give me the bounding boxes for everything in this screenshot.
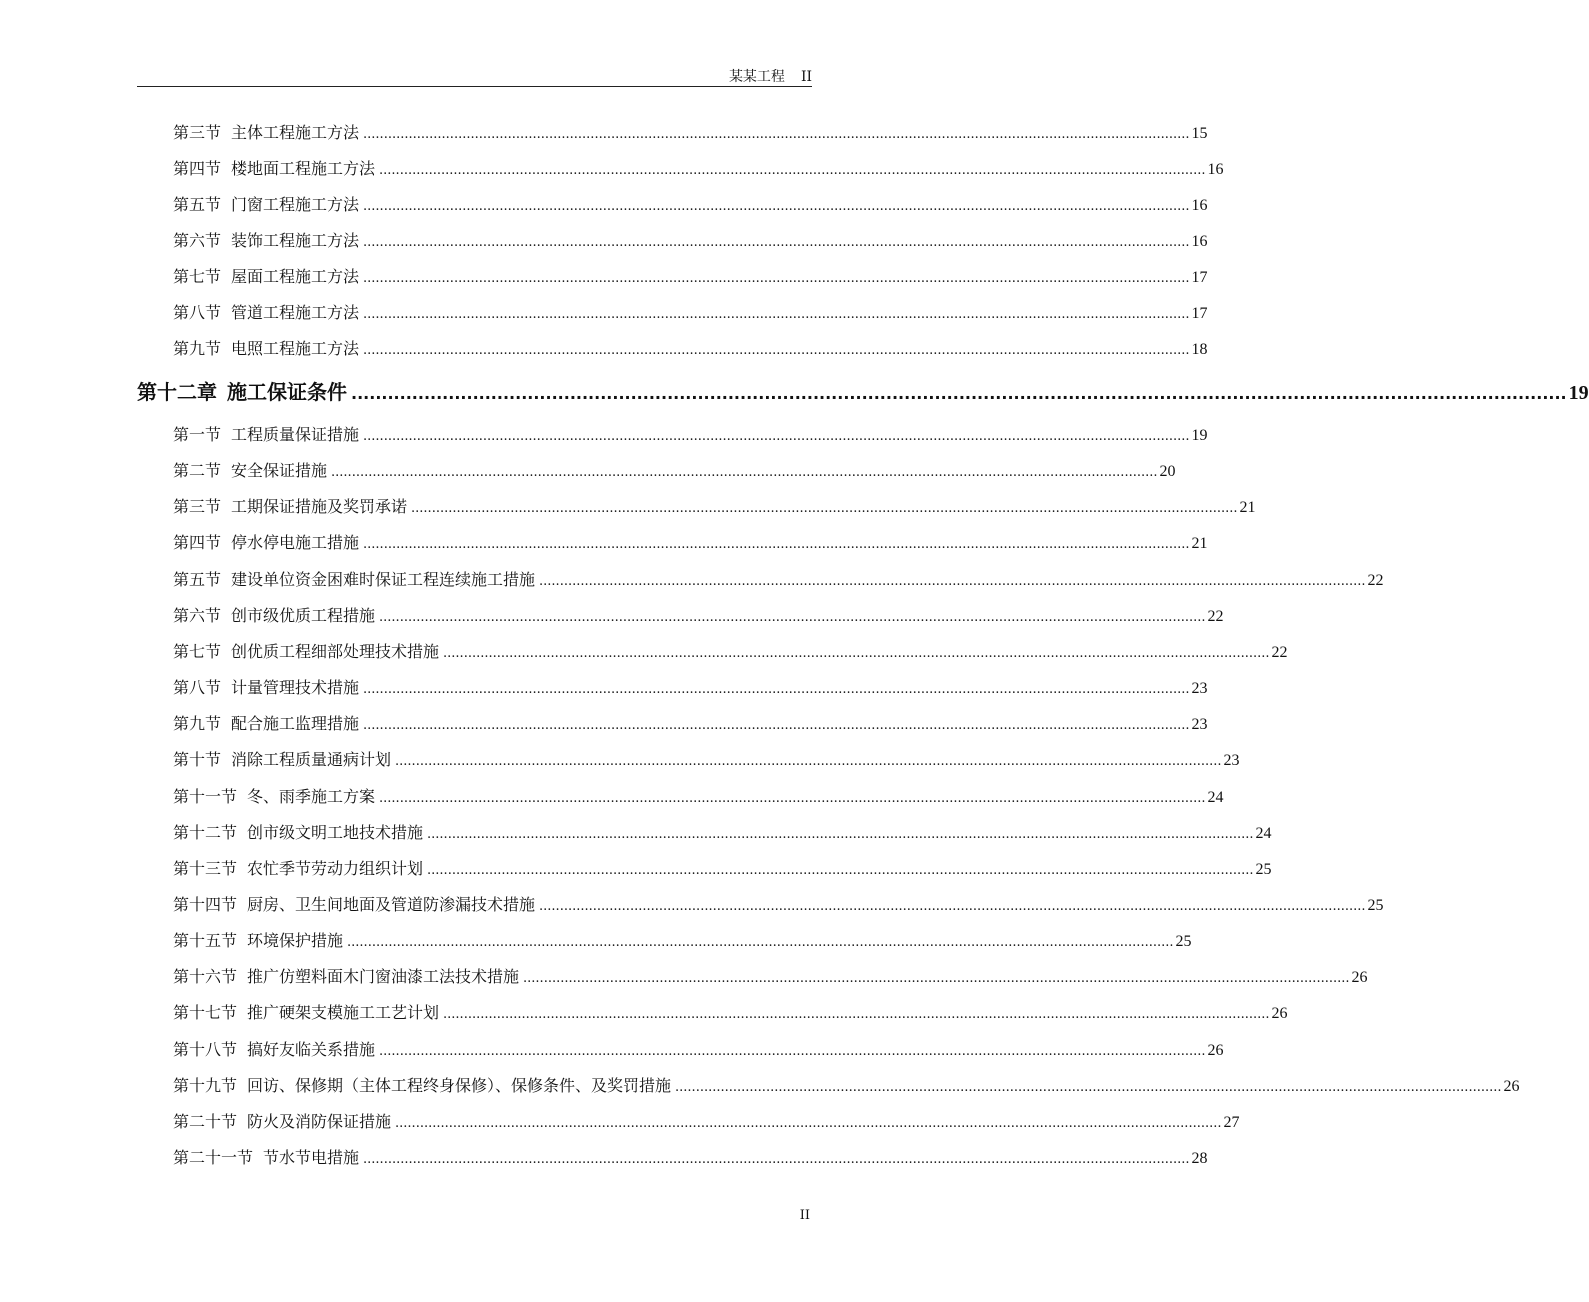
toc-entry-number: 第二十节 [173, 1111, 238, 1131]
toc-section-entry[interactable] [173, 603, 1224, 626]
toc-entry-title: 冬、雨季施工方案 [247, 786, 376, 806]
header-page-number: II [800, 69, 812, 85]
toc-section-entry[interactable] [173, 1109, 1240, 1132]
toc-entry-page: 27 [1223, 1113, 1240, 1131]
toc-leader-dots: ........................................................................................................................................................................................................ [443, 645, 1270, 661]
toc-section-entry[interactable] [173, 567, 1384, 590]
toc-entry-title: 门窗工程施工方法 [231, 195, 360, 214]
toc-entry-number: 第九节 [173, 714, 222, 734]
toc-entry-page: 22 [1271, 643, 1288, 661]
toc-entry-page: 16 [1207, 161, 1224, 178]
toc-entry-title: 停水停电施工措施 [231, 533, 360, 553]
toc-section-entry[interactable] [173, 192, 1208, 215]
toc-entry-number: 第十一节 [173, 786, 238, 806]
toc-leader-dots: ........................................................................................................................................................................................................ [379, 163, 1206, 178]
toc-entry-title: 装饰工程施工方法 [231, 231, 360, 250]
toc-leader-dots: ........................................................................................................................................................................................................ [363, 235, 1190, 250]
toc-leader-dots: ........................................................................................................................................................................................................ [363, 343, 1190, 358]
toc-entry-page: 25 [1367, 896, 1384, 914]
toc-entry-page: 28 [1191, 1150, 1208, 1167]
header-text [729, 66, 812, 86]
toc-entry-title: 创优质工程细部处理技术措施 [231, 641, 440, 661]
toc-section-entry[interactable] [173, 711, 1208, 734]
toc-section-entry[interactable] [173, 422, 1208, 445]
toc-entry-page: 15 [1191, 125, 1208, 142]
toc-entry-number: 第十五节 [173, 931, 238, 951]
toc-entry-number: 第十节 [173, 750, 222, 770]
toc-entry-title: 电照工程施工方法 [231, 339, 360, 358]
toc-section-entry[interactable] [173, 494, 1256, 517]
toc-entry-number: 第六节 [173, 605, 222, 625]
toc-section-entry[interactable] [173, 928, 1192, 951]
toc-entry-number: 第三节 [173, 497, 222, 517]
toc-entry-number: 第八节 [173, 303, 222, 322]
toc-entry-number: 第二十一节 [173, 1148, 254, 1167]
toc-leader-dots: ........................................................................................................................................................................................................ [363, 199, 1190, 214]
toc-entry-number: 第十七节 [173, 1003, 238, 1023]
toc-leader-dots: ........................................................................................................................................................................................................ [395, 754, 1222, 770]
toc-leader-dots: ........................................................................................................................................................................................................ [363, 307, 1190, 322]
toc-chapter-entry[interactable] [137, 376, 1589, 405]
toc-entry-title: 楼地面工程施工方法 [231, 159, 376, 178]
toc-leader-dots: ........................................................................................................................................................................................................ [539, 573, 1366, 589]
toc-leader-dots: ........................................................................................................................................................................................................ [363, 429, 1190, 444]
toc-section-entry[interactable] [173, 300, 1208, 323]
toc-entry-number: 第七节 [173, 267, 222, 286]
toc-entry-page: 24 [1255, 824, 1272, 842]
toc-entry-page: 25 [1175, 933, 1192, 951]
toc-entry-page: 20 [1159, 463, 1176, 481]
toc-leader-dots: ........................................................................................................................................................................................................ [363, 271, 1190, 286]
toc-section-entry[interactable] [173, 675, 1208, 698]
toc-entry-number: 第十六节 [173, 967, 238, 987]
toc-section-entry[interactable] [173, 856, 1272, 879]
toc-entry-page: 23 [1223, 752, 1240, 770]
toc-entry-page: 22 [1367, 571, 1384, 589]
toc-entry-title: 建设单位资金困难时保证工程连续施工措施 [231, 569, 536, 589]
toc-entry-page: 18 [1191, 341, 1208, 358]
toc-leader-dots: ........................................................................................................................................................................................................ [379, 1043, 1206, 1059]
toc-entry-number: 第四节 [173, 533, 222, 553]
toc-leader-dots: ........................................................................................................................................................................................................ [675, 1079, 1502, 1095]
toc-entry-title: 安全保证措施 [231, 461, 328, 481]
toc-section-entry[interactable] [173, 530, 1208, 553]
toc-section-entry[interactable] [173, 120, 1208, 143]
toc-entry-page: 19 [1568, 382, 1589, 404]
toc-entry-title: 推广仿塑料面木门窗油漆工法技术措施 [247, 967, 520, 987]
toc-entry-page: 19 [1191, 427, 1208, 444]
toc-section-entry[interactable] [173, 784, 1224, 807]
toc-leader-dots: ........................................................................................................................................................................................................ [363, 682, 1190, 698]
toc-section-entry[interactable] [173, 264, 1208, 287]
toc-leader-dots: ........................................................................................................................................................................................................ [411, 501, 1238, 517]
toc-entry-title: 主体工程施工方法 [231, 123, 360, 142]
toc-entry-page: 17 [1191, 269, 1208, 286]
toc-entry-number: 第十九节 [173, 1075, 238, 1095]
toc-entry-number: 第五节 [173, 569, 222, 589]
toc-entry-number: 第四节 [173, 159, 222, 178]
toc-section-entry[interactable] [173, 458, 1176, 481]
toc-entry-number: 第十三节 [173, 858, 238, 878]
toc-leader-dots: ........................................................................................................................................................................................................ [523, 971, 1350, 987]
toc-entry-title: 施工保证条件 [227, 380, 347, 404]
toc-entry-page: 23 [1191, 716, 1208, 734]
toc-entry-title: 创市级文明工地技术措施 [247, 822, 424, 842]
toc-entry-page: 26 [1271, 1005, 1288, 1023]
toc-entry-title: 环境保护措施 [247, 931, 344, 951]
toc-leader-dots: ........................................................................................................................................................................................................ [363, 127, 1190, 142]
toc-section-entry[interactable] [173, 336, 1208, 359]
toc-leader-dots: ........................................................................................................................................................................................................ [379, 790, 1206, 806]
toc-entry-title: 推广硬架支模施工工艺计划 [247, 1003, 440, 1023]
toc-entry-number: 第七节 [173, 641, 222, 661]
toc-entry-page: 16 [1191, 197, 1208, 214]
toc-entry-number: 第十二章 [137, 380, 217, 404]
toc-entry-title: 工程质量保证措施 [231, 425, 360, 444]
toc-entry-page: 17 [1191, 305, 1208, 322]
toc-entry-page: 25 [1255, 860, 1272, 878]
toc-section-entry[interactable] [173, 747, 1240, 770]
toc-leader-dots: ........................................................................................................................................................................................................ [351, 384, 1567, 403]
toc-section-entry[interactable] [173, 820, 1272, 843]
toc-entry-title: 节水节电措施 [263, 1148, 360, 1167]
header-title: 某某工程 [728, 69, 785, 85]
toc-entry-page: 22 [1207, 607, 1224, 625]
toc-leader-dots: ........................................................................................................................................................................................................ [443, 1007, 1270, 1023]
toc-section-entry[interactable] [173, 964, 1368, 987]
toc-section-entry[interactable] [173, 892, 1384, 915]
toc-entry-number: 第十四节 [173, 894, 238, 914]
toc-entry-number: 第五节 [173, 195, 222, 214]
toc-entry-number: 第一节 [173, 425, 222, 444]
toc-entry-title: 回访、保修期（主体工程终身保修）、保修条件、及奖罚措施 [247, 1075, 672, 1095]
toc-entry-title: 搞好友临关系措施 [247, 1039, 376, 1059]
toc-leader-dots: ........................................................................................................................................................................................................ [539, 898, 1366, 914]
toc-entry-number: 第十二节 [173, 822, 238, 842]
toc-leader-dots: ........................................................................................................................................................................................................ [363, 1152, 1190, 1167]
toc-entry-number: 第六节 [173, 231, 222, 250]
toc-entry-page: 21 [1239, 499, 1256, 517]
toc-leader-dots: ........................................................................................................................................................................................................ [363, 537, 1190, 553]
toc-leader-dots: ........................................................................................................................................................................................................ [427, 826, 1254, 842]
toc-leader-dots: ........................................................................................................................................................................................................ [331, 465, 1158, 481]
toc-entry-title: 防火及消防保证措施 [247, 1111, 392, 1131]
toc-leader-dots: ........................................................................................................................................................................................................ [379, 609, 1206, 625]
page-header [137, 60, 812, 87]
toc-entry-page: 26 [1503, 1077, 1520, 1095]
toc-entry-title: 管道工程施工方法 [231, 303, 360, 322]
toc-entry-page: 26 [1207, 1041, 1224, 1059]
toc-entry-page: 26 [1351, 969, 1368, 987]
toc-entry-title: 计量管理技术措施 [231, 678, 360, 698]
toc-entry-title: 消除工程质量通病计划 [231, 750, 392, 770]
toc-leader-dots: ........................................................................................................................................................................................................ [427, 862, 1254, 878]
toc-entry-number: 第十八节 [173, 1039, 238, 1059]
toc-section-entry[interactable] [173, 1000, 1288, 1023]
toc-entry-title: 配合施工监理措施 [231, 714, 360, 734]
toc-entry-title: 屋面工程施工方法 [231, 267, 360, 286]
toc-entry-title: 工期保证措施及奖罚承诺 [231, 497, 408, 517]
toc-section-entry[interactable] [173, 639, 1288, 662]
toc-entry-number: 第二节 [173, 461, 222, 481]
toc-entry-page: 24 [1207, 788, 1224, 806]
toc-section-entry[interactable] [173, 228, 1208, 251]
toc-entry-title: 农忙季节劳动力组织计划 [247, 858, 424, 878]
toc-section-entry[interactable] [173, 1073, 1520, 1096]
toc-section-entry[interactable] [173, 1037, 1224, 1060]
toc-leader-dots: ........................................................................................................................................................................................................ [363, 718, 1190, 734]
toc-entry-number: 第八节 [173, 678, 222, 698]
toc-entry-page: 21 [1191, 535, 1208, 553]
toc-section-entry[interactable] [173, 156, 1224, 179]
toc-entry-title: 厨房、卫生间地面及管道防渗漏技术措施 [247, 894, 536, 914]
toc-entry-page: 16 [1191, 233, 1208, 250]
toc-entry-number: 第三节 [173, 123, 222, 142]
toc-leader-dots: ........................................................................................................................................................................................................ [395, 1115, 1222, 1131]
toc-entry-number: 第九节 [173, 339, 222, 358]
toc-section-entry[interactable] [173, 1145, 1208, 1168]
toc-entry-title: 创市级优质工程措施 [231, 605, 376, 625]
toc-entry-page: 23 [1191, 680, 1208, 698]
footer-page-number: II [799, 1208, 810, 1223]
toc-leader-dots: ........................................................................................................................................................................................................ [347, 935, 1174, 951]
